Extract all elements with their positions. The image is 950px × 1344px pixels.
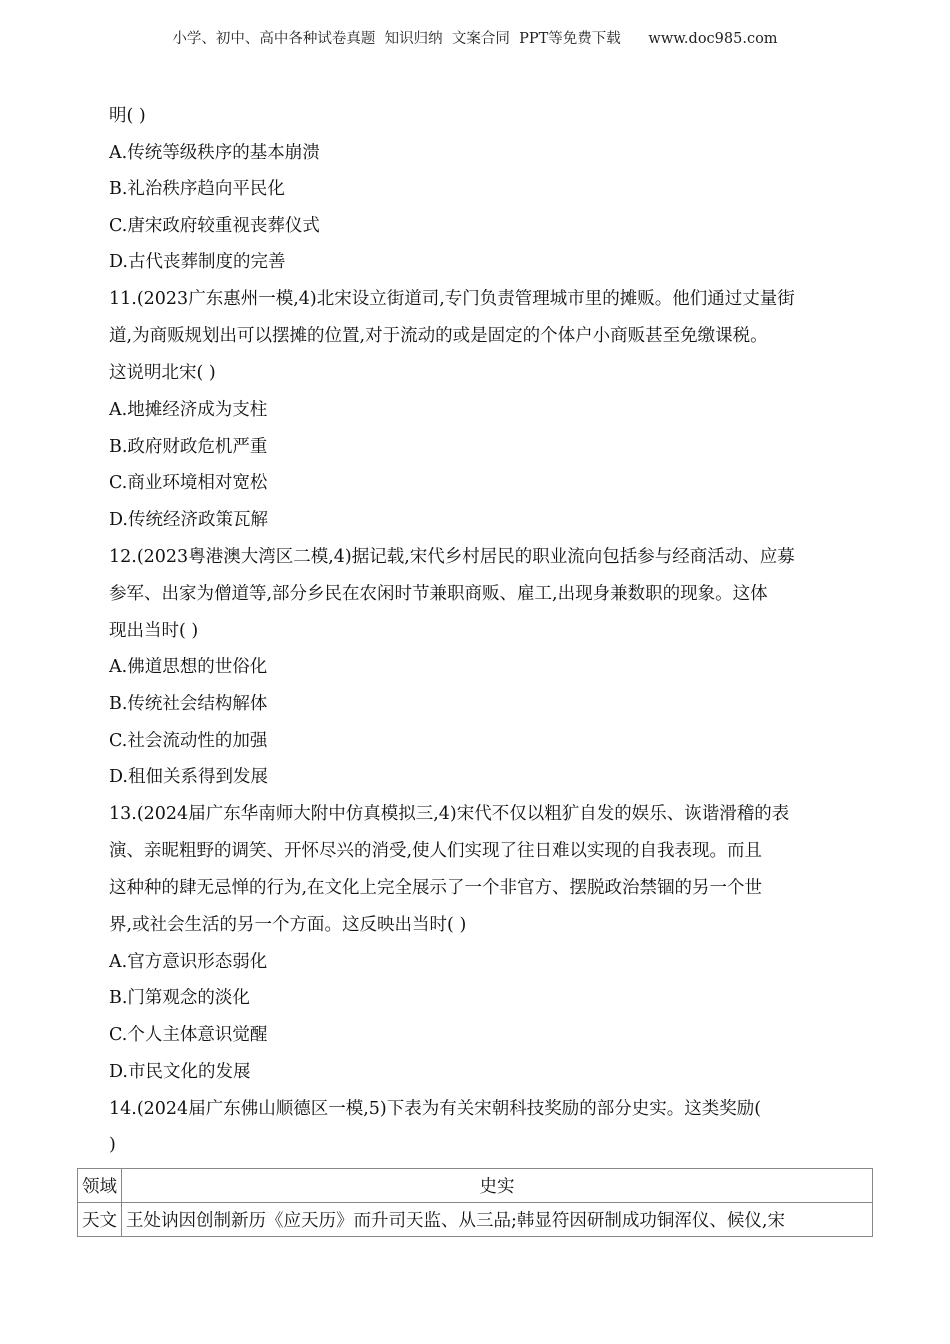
question-11-line-3: 这说明北宋( ): [109, 363, 216, 383]
text-line: D.传统经济政策瓦解: [109, 510, 268, 530]
text-line: B.政府财政危机严重: [109, 437, 268, 457]
table-header-row: [78, 1169, 873, 1203]
text-line: D.租佃关系得到发展: [109, 767, 268, 787]
text-line: 明( ): [109, 106, 146, 126]
text-line: C.商业环境相对宽松: [109, 473, 268, 493]
text-line: C.社会流动性的加强: [109, 731, 268, 751]
question-11-line-1: 11.(2023广东惠州一模,4)北宋设立街道司,专门负责管理城市里的摊贩。他们通过丈量街: [109, 289, 795, 309]
text-line: B.门第观念的淡化: [109, 988, 250, 1008]
question-12-line-1: 12.(2023粤港澳大湾区二模,4)据记载,宋代乡村居民的职业流向包括参与经商活动、应募: [109, 547, 795, 567]
question-13-line-3: 这种种的肆无忌惮的行为,在文化上完全展示了一个非官方、摆脱政治禁锢的另一个世: [109, 878, 763, 898]
question-12-line-2: 参军、出家为僧道等,部分乡民在农闲时节兼职商贩、雇工,出现身兼数职的现象。这体: [109, 584, 768, 604]
table-cell: 王处讷因创制新历《应天历》而升司天监、从三品;韩显符因研制成功铜浑仪、候仪,宋: [122, 1203, 873, 1237]
text-line: D.市民文化的发展: [109, 1062, 251, 1082]
question-13-line-2: 演、亲昵粗野的调笑、开怀尽兴的消受,使人们实现了往日难以实现的自我表现。而且: [109, 841, 763, 861]
text-line: A.地摊经济成为支柱: [109, 400, 268, 420]
text-line: A.传统等级秩序的基本崩溃: [109, 143, 320, 163]
text-line: C.唐宋政府较重视丧葬仪式: [109, 216, 320, 236]
question-13-line-4: 界,或社会生活的另一个方面。这反映出当时( ): [109, 915, 467, 935]
table-header-cell: 领域: [78, 1169, 122, 1203]
text-line: C.个人主体意识觉醒: [109, 1025, 268, 1045]
table-header-cell: 史实: [122, 1169, 873, 1203]
question-11-line-2: 道,为商贩规划出可以摆摊的位置,对于流动的或是固定的个体户小商贩甚至免缴课税。: [109, 326, 768, 346]
text-line: B.礼治秩序趋向平民化: [109, 179, 285, 199]
question-14-line-1: 14.(2024届广东佛山顺德区一模,5)下表为有关宋朝科技奖励的部分史实。这类奖励(: [109, 1099, 762, 1119]
text-line: B.传统社会结构解体: [109, 694, 268, 714]
text-line: A.官方意识形态弱化: [109, 952, 268, 972]
text-line: A.佛道思想的世俗化: [109, 657, 268, 677]
question-13-line-1: 13.(2024届广东华南师大附中仿真模拟三,4)宋代不仅以粗犷自发的娱乐、诙谐滑稽的表: [109, 804, 790, 824]
science-reward-table: [77, 1168, 873, 1237]
text-line: D.古代丧葬制度的完善: [109, 252, 286, 272]
table-row: [78, 1203, 873, 1237]
page-header: 小学、初中、高中各种试卷真题 知识归纳 文案合同 PPT等免费下载 www.doc985.com: [172, 31, 778, 47]
question-12-line-3: 现出当时( ): [109, 621, 199, 641]
table-cell: 天文: [78, 1203, 122, 1237]
question-14-line-2: ): [109, 1135, 116, 1155]
